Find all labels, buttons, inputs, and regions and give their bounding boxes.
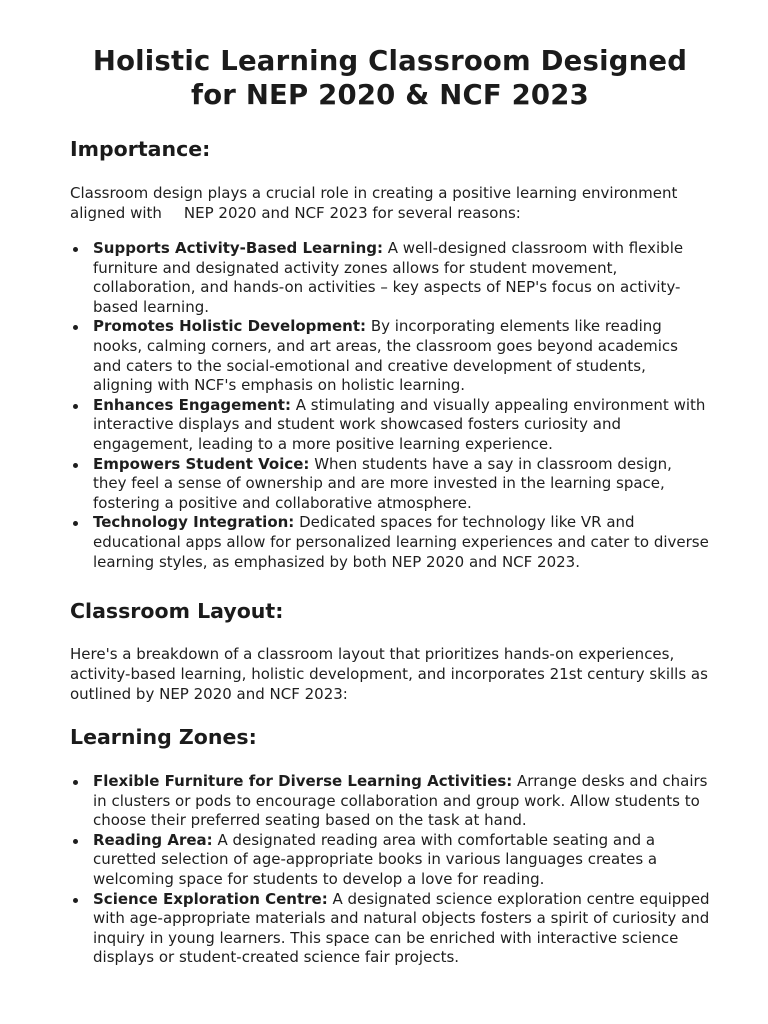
item-text: Dedicated spaces for technology like VR and educational apps allow for personalized learning experiences and cater to diverse learning styles, as emphasized by both NEP 2020 and NCF 2023. xyxy=(93,513,709,571)
importance-intro-part-1: Classroom design plays a crucial role in creating a positive learning environment aligned with xyxy=(70,184,678,222)
bullet-icon xyxy=(73,839,78,844)
bullet-icon xyxy=(73,404,78,409)
list-item xyxy=(70,396,710,455)
list-item xyxy=(70,772,710,831)
list-item xyxy=(70,455,710,514)
item-term: Technology Integration: xyxy=(93,513,295,532)
importance-intro xyxy=(70,183,710,223)
item-text: A well-designed classroom with flexible furniture and designated activity zones allows for student movement, collaboration, and hands-on activities – key aspects of NEP's focus on activity-based learning. xyxy=(93,239,684,316)
item-text: A designated reading area with comfortable seating and a curetted selection of age-appropriate books in various languages creates a welcoming space for students to develop a love for reading. xyxy=(93,830,658,889)
learning-zones-list xyxy=(70,772,710,968)
list-item xyxy=(70,890,710,968)
importance-intro-part-2: NEP 2020 and NCF 2023 for several reasons: xyxy=(183,204,521,222)
item-text: Arrange desks and chairs in clusters or pods to encourage collaboration and group work. Allow students to choose their preferred seating based on the task at hand. xyxy=(93,772,708,830)
bullet-icon xyxy=(73,463,78,468)
classroom-layout-heading: Classroom Layout: xyxy=(70,599,284,624)
importance-list xyxy=(70,239,710,572)
importance-heading: Importance: xyxy=(70,137,211,161)
item-text: By incorporating elements like reading nooks, calming corners, and art areas, the classroom goes beyond academics and caters to the social-emotional and creative development of students, aligning with NCF's emphasis on holistic learning. xyxy=(93,317,678,395)
bullet-icon xyxy=(73,521,78,526)
item-term: Science Exploration Centre: xyxy=(93,889,328,908)
bullet-icon xyxy=(73,247,78,252)
document-title xyxy=(70,44,710,112)
item-term: Enhances Engagement: xyxy=(93,395,291,414)
item-term: Reading Area: xyxy=(93,830,213,849)
item-term: Promotes Holistic Development: xyxy=(93,317,367,336)
bullet-icon xyxy=(73,780,78,785)
item-text: When students have a say in classroom design, they feel a sense of ownership and are more invested in the learning space, fostering a positive and collaborative atmosphere. xyxy=(93,454,672,512)
list-item xyxy=(70,831,710,890)
list-item xyxy=(70,239,710,317)
item-text: A stimulating and visually appealing environment with interactive displays and student work showcased fosters curiosity and engagement, leading to a more positive learning experience. xyxy=(93,395,706,453)
learning-zones-heading: Learning Zones: xyxy=(70,725,257,750)
list-item xyxy=(70,317,710,395)
item-term: Flexible Furniture for Diverse Learning Activities: xyxy=(93,772,513,791)
bullet-icon xyxy=(73,898,78,903)
item-term: Supports Activity-Based Learning: xyxy=(93,239,383,257)
item-text: A designated science exploration centre equipped with age-appropriate materials and natural objects fosters a spirit of curiosity and inquiry in young learners. This space can be enriched with interactive science displays or student-created science fair projects. xyxy=(93,889,710,967)
item-term: Empowers Student Voice: xyxy=(93,454,310,473)
list-item xyxy=(70,513,710,572)
title-line-1: Holistic Learning Classroom Designed xyxy=(92,45,688,77)
bullet-icon xyxy=(73,325,78,330)
title-line-2: for NEP 2020 & NCF 2023 xyxy=(191,79,589,111)
classroom-layout-paragraph: Here's a breakdown of a classroom layout that prioritizes hands-on experiences, activity-based learning, holistic development, and incorporates 21st century skills as outlined by NEP 2020 and NCF 2023: xyxy=(70,645,708,704)
